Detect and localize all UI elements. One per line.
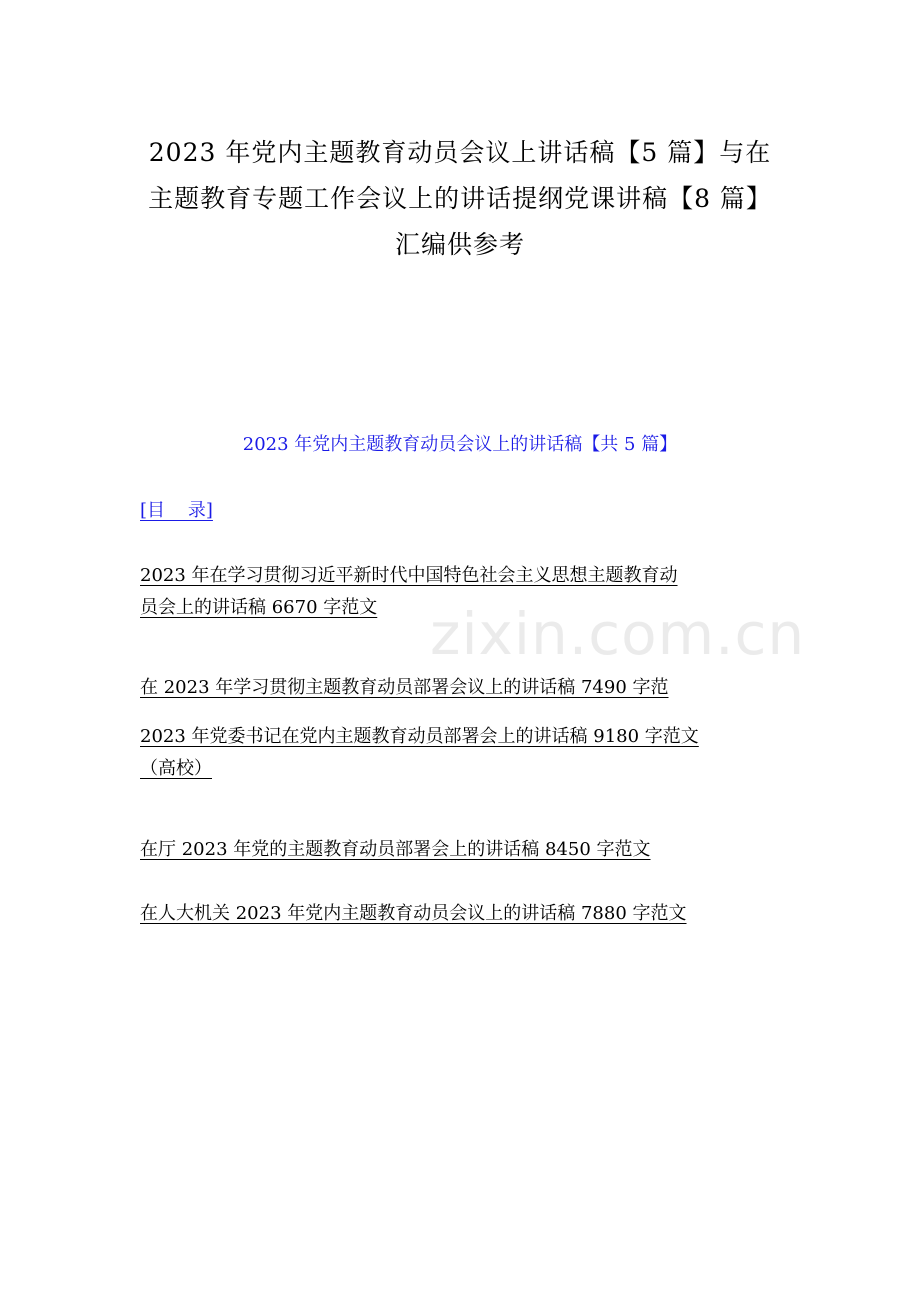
document-title — [60, 130, 860, 268]
toc-item[interactable] — [140, 721, 790, 785]
toc-label[interactable]: [目 录] — [140, 500, 213, 521]
toc-item-line: 在人大机关 2023 年党内主题教育动员会议上的讲话稿 7880 字范文 — [140, 903, 687, 924]
title-line: 2023 年党内主题教育动员会议上讲话稿【5 篇】与在 — [148, 138, 772, 167]
toc-item-line: （高校） — [140, 758, 212, 779]
toc-item[interactable] — [140, 560, 790, 624]
toc-item-line: 2023 年在学习贯彻习近平新时代中国特色社会主义思想主题教育动 — [140, 565, 678, 586]
toc-item-line: 2023 年党委书记在党内主题教育动员部署会上的讲话稿 9180 字范文 — [140, 726, 699, 747]
toc-item-line: 在厅 2023 年党的主题教育动员部署会上的讲话稿 8450 字范文 — [140, 839, 651, 860]
toc-item[interactable] — [140, 672, 790, 704]
toc-item-line: 在 2023 年学习贯彻主题教育动员部署会议上的讲话稿 7490 字范 — [140, 677, 669, 698]
title-line: 汇编供参考 — [394, 230, 525, 259]
watermark: zixin.com.cn — [430, 600, 806, 668]
toc-item-line: 员会上的讲话稿 6670 字范文 — [140, 597, 378, 618]
toc-item[interactable] — [140, 898, 790, 930]
section-heading: 2023 年党内主题教育动员会议上的讲话稿【共 5 篇】 — [242, 434, 678, 455]
toc-item[interactable] — [140, 834, 790, 866]
title-line: 主题教育专题工作会议上的讲话提纲党课讲稿【8 篇】 — [148, 184, 772, 213]
